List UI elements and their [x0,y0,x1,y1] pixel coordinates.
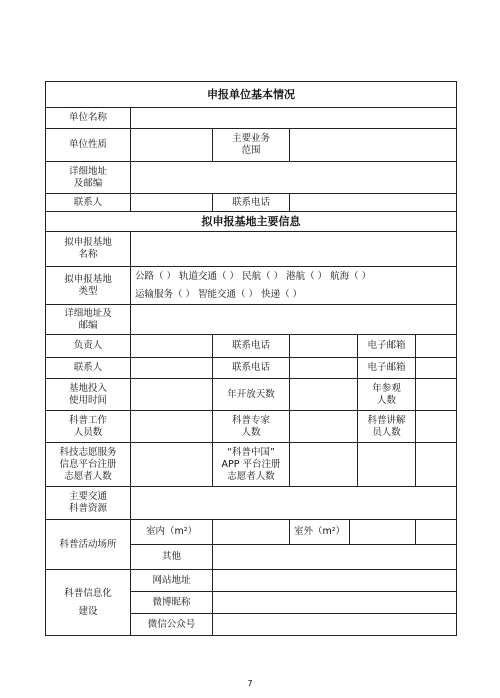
responsible-phone-field[interactable] [290,335,358,358]
wechat-field[interactable] [213,614,457,636]
website-label: 网站地址 [131,570,213,592]
page-number: 7 [247,679,253,688]
science-staff-label: 科普工作 人员数 [46,411,131,443]
website-field[interactable] [213,570,457,592]
base-type-options-line1: 公路（ ） 轨道交通（ ） 民航（ ） 港航（ ） 航海（ ） [135,270,372,282]
contact-phone-label: 联系电话 [213,194,290,212]
open-time-label: 基地投入 使用时间 [46,379,131,411]
weibo-label: 微博昵称 [131,592,213,614]
volunteers-platform-label: 科技志愿服务 信息平台注册 志愿者人数 [46,443,131,487]
contact2-phone-label: 联系电话 [213,358,290,379]
indoor-label: 室内（m²） [131,520,213,545]
responsible-phone-label: 联系电话 [213,335,290,358]
base-name-label: 拟申报基地 名称 [46,232,131,267]
science-experts-field[interactable] [290,411,358,443]
contact-person-field[interactable] [131,194,213,212]
unit-name-label: 单位名称 [46,108,131,129]
unit-nature-label: 单位性质 [46,129,131,162]
volunteers-app-label: “科普中国” APP 平台注册 志愿者人数 [213,443,290,487]
open-days-field[interactable] [290,379,358,411]
base-type-options-line2: 运输服务（ ） 智能交通（ ） 快递（ ） [135,288,303,300]
base-name-field[interactable] [131,232,457,267]
other-field[interactable] [213,545,457,570]
main-resources-field[interactable] [131,487,457,520]
info-building-label: 科普信息化 建设 [46,570,131,636]
wechat-label: 微信公众号 [131,614,213,636]
open-days-label: 年开放天数 [213,379,290,411]
outdoor-label: 室外（m²） [290,520,350,545]
activity-venue-label: 科普活动场所 [46,520,131,570]
responsible-email-field[interactable] [416,335,457,358]
base-type-label: 拟申报基地 类型 [46,267,131,305]
volunteers-platform-field[interactable] [131,443,213,487]
volunteers-blank-2 [416,443,457,487]
annual-visitors-label: 年参观 人数 [358,379,416,411]
main-business-field[interactable] [290,129,457,162]
venue-blank [416,520,457,545]
contact2-email-label: 电子邮箱 [358,358,416,379]
contact-person-label: 联系人 [46,194,131,212]
base-address-field[interactable] [131,305,457,335]
unit-name-field[interactable] [131,108,457,129]
application-form [45,81,457,636]
other-label: 其他 [131,545,213,570]
responsible-person-label: 负责人 [46,335,131,358]
volunteers-app-field[interactable] [290,443,358,487]
open-time-field[interactable] [131,379,213,411]
science-staff-field[interactable] [131,411,213,443]
section2-title: 拟申报基地主要信息 [46,212,457,232]
base-type-options[interactable] [131,267,457,305]
annual-visitors-field[interactable] [416,379,457,411]
unit-nature-field[interactable] [131,129,213,162]
contact2-person-field[interactable] [131,358,213,379]
main-resources-label: 主要交通 科普资源 [46,487,131,520]
science-guides-label: 科普讲解 员人数 [358,411,416,443]
volunteers-blank-1 [358,443,416,487]
address-label: 详细地址 及邮编 [46,162,131,194]
address-field[interactable] [131,162,457,194]
outdoor-field[interactable] [350,520,416,545]
contact-phone-field[interactable] [290,194,457,212]
science-experts-label: 科普专家 人数 [213,411,290,443]
indoor-field[interactable] [213,520,290,545]
contact2-person-label: 联系人 [46,358,131,379]
responsible-email-label: 电子邮箱 [358,335,416,358]
section1-title: 申报单位基本情况 [46,82,457,108]
responsible-person-field[interactable] [131,335,213,358]
contact2-phone-field[interactable] [290,358,358,379]
contact2-email-field[interactable] [416,358,457,379]
science-guides-field[interactable] [416,411,457,443]
main-business-label: 主要业务 范围 [213,129,290,162]
base-address-label: 详细地址及 邮编 [46,305,131,335]
weibo-field[interactable] [213,592,457,614]
